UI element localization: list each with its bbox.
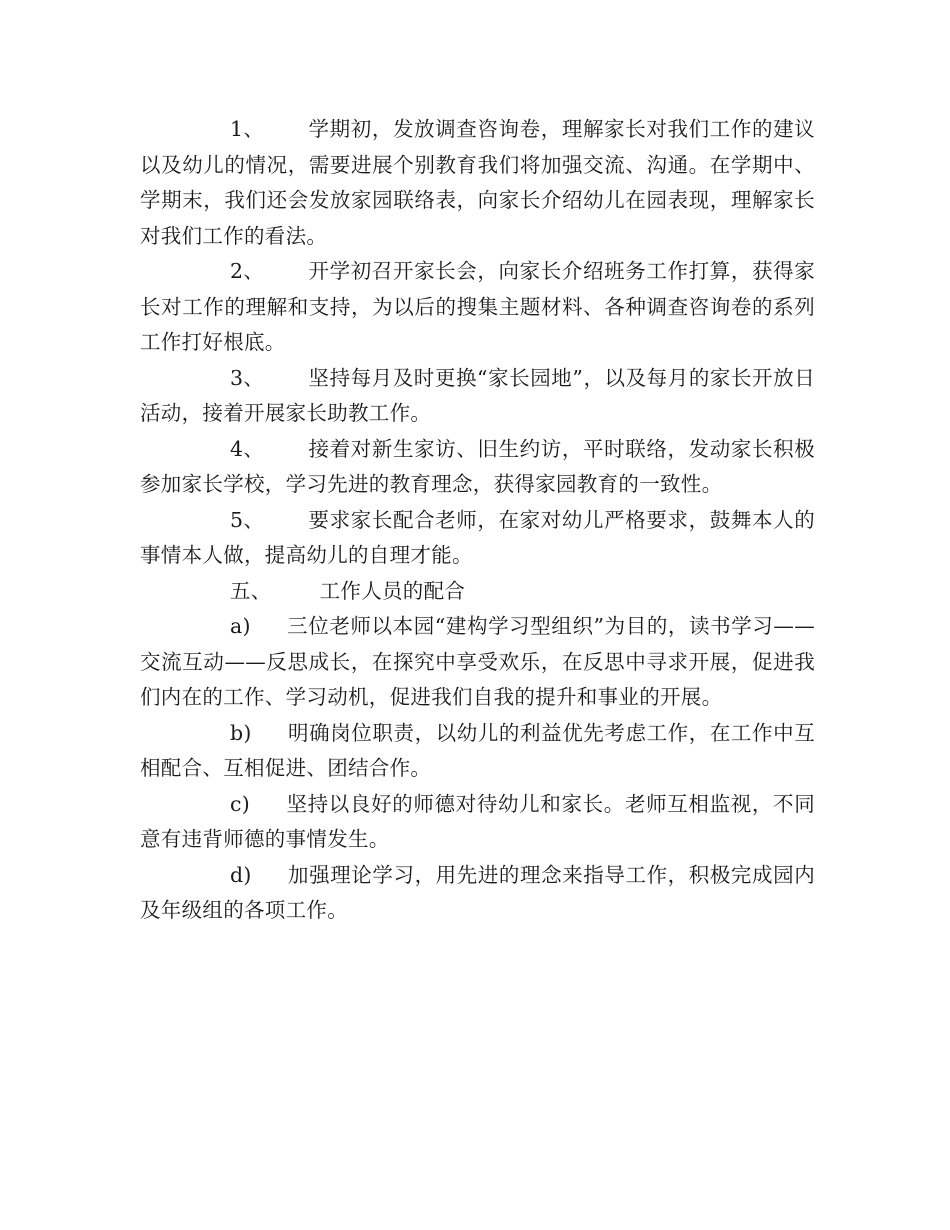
paragraph-marker: 3、 <box>230 365 265 390</box>
section-heading-5 <box>140 574 815 610</box>
section-title: 工作人员的配合 <box>319 578 466 603</box>
paragraph-d <box>140 858 815 929</box>
paragraph-5 <box>140 503 815 574</box>
paragraph-c <box>140 787 815 858</box>
paragraph-marker: a) <box>230 614 251 638</box>
paragraph-text: 学期初，发放调查咨询卷，理解家长对我们工作的建议以及幼儿的情况，需要进展个别教育我们将加强交流、沟通。在学期中、学期末，我们还会发放家园联络表，向家长介绍幼儿在园表现，理解家长对我们工作的看法。 <box>140 117 815 248</box>
paragraph-text: 开学初召开家长会，向家长介绍班务工作打算，获得家长对工作的理解和支持，为以后的搜集主题材料、各种调查咨询卷的系列工作打好根底。 <box>140 259 815 354</box>
paragraph-text: 要求家长配合老师，在家对幼儿严格要求，鼓舞本人的事情本人做，提高幼儿的自理才能。 <box>140 507 815 567</box>
document-body <box>140 112 815 929</box>
paragraph-text: 接着对新生家访、旧生约访，平时联络，发动家长积极参加家长学校，学习先进的教育理念，获得家园教育的一致性。 <box>140 436 815 496</box>
paragraph-text: 加强理论学习，用先进的理念来指导工作，积极完成园内及年级组的各项工作。 <box>140 862 815 922</box>
paragraph-marker: 1、 <box>230 117 265 141</box>
paragraph-marker: 4、 <box>230 436 265 461</box>
paragraph-a <box>140 609 815 716</box>
paragraph-text: 坚持以良好的师德对待幼儿和家长。老师互相监视，不同意有违背师德的事情发生。 <box>140 791 815 851</box>
paragraph-marker: 2、 <box>230 259 265 283</box>
paragraph-text: 明确岗位职责，以幼儿的利益优先考虑工作，在工作中互相配合、互相促进、团结合作。 <box>140 720 815 780</box>
paragraph-marker: d) <box>230 862 252 887</box>
paragraph-2 <box>140 254 815 361</box>
paragraph-4 <box>140 432 815 503</box>
paragraph-3 <box>140 361 815 432</box>
paragraph-text: 三位老师以本园“建构学习型组织”为目的，读书学习——交流互动——反思成长，在探究中享受欢乐，在反思中寻求开展，促进我们内在的工作、学习动机，促进我们自我的提升和事业的开展。 <box>140 614 815 709</box>
paragraph-text: 坚持每月及时更换“家长园地”，以及每月的家长开放日活动，接着开展家长助教工作。 <box>140 365 815 425</box>
paragraph-marker: c) <box>230 791 251 816</box>
paragraph-marker: b) <box>230 720 252 745</box>
section-marker: 五、 <box>230 578 272 603</box>
paragraph-1 <box>140 112 815 254</box>
paragraph-marker: 5、 <box>230 507 265 532</box>
paragraph-b <box>140 716 815 787</box>
